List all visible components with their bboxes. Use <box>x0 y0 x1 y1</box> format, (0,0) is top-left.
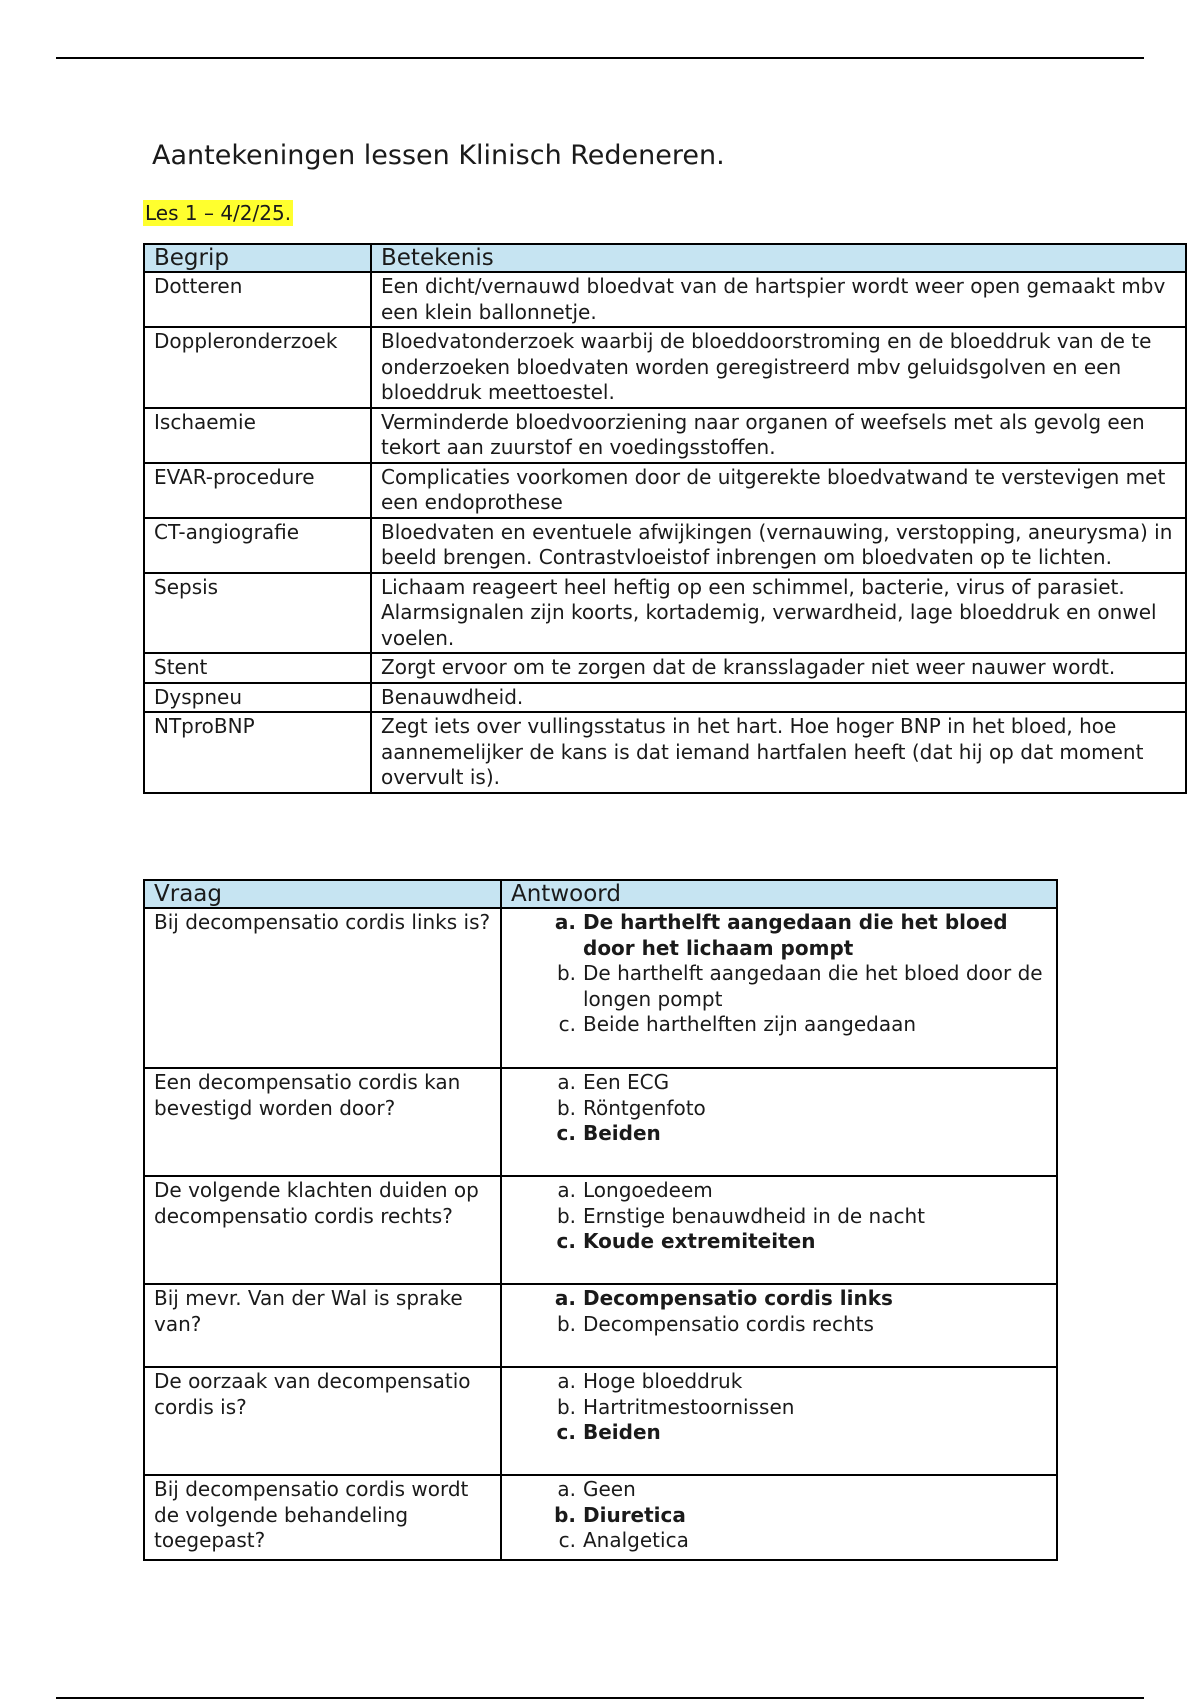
option-text: Geen <box>583 1477 636 1501</box>
option-letter: c. <box>556 1229 576 1253</box>
answer-option <box>511 1070 1047 1096</box>
correct-answer-option <box>511 910 1047 961</box>
question-cell: Bij decompensatio cordis wordt de volgende behandeling toegepast? <box>144 1475 501 1560</box>
meaning-cell: Lichaam reageert heel heftig op een schimmel, bacterie, virus of parasiet. Alarmsignalen zijn koorts, kortademig, verwardheid, lage bloeddruk en onwel voelen. <box>371 573 1186 654</box>
option-text: Beiden <box>583 1420 661 1444</box>
option-letter: a. <box>554 910 576 934</box>
option-text: Diuretica <box>583 1502 686 1527</box>
answer-option <box>511 1395 1047 1421</box>
option-text: De harthelft aangedaan die het bloed door het lichaam pompt <box>583 910 1008 960</box>
answer-option <box>511 1369 1047 1395</box>
option-text: Hoge bloeddruk <box>583 1369 743 1393</box>
term-row <box>144 327 1186 408</box>
term-row <box>144 463 1186 518</box>
answer-option <box>511 1528 1047 1554</box>
term-cell: Doppleronderzoek <box>144 327 371 408</box>
quiz-table <box>143 879 1058 1561</box>
answer-options <box>511 1286 1047 1337</box>
lesson-date-highlight: Les 1 – 4/2/25. <box>145 201 292 225</box>
header-betekenis: Betekenis <box>371 244 1186 272</box>
option-letter: a. <box>557 1070 576 1094</box>
correct-answer-option <box>511 1503 1047 1529</box>
option-letter: a. <box>557 1369 576 1393</box>
answer-options <box>511 1178 1047 1255</box>
term-row <box>144 272 1186 327</box>
meaning-cell: Een dicht/vernauwd bloedvat van de hartspier wordt weer open gemaakt mbv een klein ballonnetje. <box>371 272 1186 327</box>
meaning-cell: Zorgt ervoor om te zorgen dat de kransslagader niet weer nauwer wordt. <box>371 653 1186 683</box>
option-text: De harthelft aangedaan die het bloed door de longen pompt <box>583 961 1043 1011</box>
term-row <box>144 408 1186 463</box>
option-letter: a. <box>557 1477 576 1501</box>
quiz-row <box>144 908 1057 1068</box>
term-cell: Stent <box>144 653 371 683</box>
term-cell: NTproBNP <box>144 712 371 793</box>
correct-answer-option <box>511 1286 1047 1312</box>
option-text: Beide harthelften zijn aangedaan <box>583 1012 917 1036</box>
option-text: Beiden <box>583 1121 661 1145</box>
answer-option <box>511 1012 1047 1038</box>
meaning-cell: Benauwdheid. <box>371 683 1186 713</box>
option-letter: b. <box>556 1203 576 1228</box>
question-cell: Bij decompensatio cordis links is? <box>144 908 501 1068</box>
option-text: Een ECG <box>583 1070 670 1094</box>
answer-option <box>511 961 1047 1012</box>
meaning-cell: Bloedvatonderzoek waarbij de bloeddoorstroming en de bloeddruk van de te onderzoeken bloedvaten worden geregistreerd mbv geluidsgolven en een bloeddruk meettoestel. <box>371 327 1186 408</box>
term-cell: CT-angiografie <box>144 518 371 573</box>
option-text: Decompensatio cordis rechts <box>583 1311 874 1336</box>
term-row <box>144 683 1186 713</box>
option-letter: c. <box>558 1012 576 1036</box>
quiz-row <box>144 1068 1057 1176</box>
option-letter: b. <box>554 1502 576 1527</box>
correct-answer-option <box>511 1121 1047 1147</box>
term-cell: EVAR-procedure <box>144 463 371 518</box>
quiz-row <box>144 1475 1057 1560</box>
answer-options <box>511 1070 1047 1147</box>
term-row <box>144 653 1186 683</box>
page-title: Aantekeningen lessen Klinisch Redeneren. <box>152 140 725 171</box>
quiz-row <box>144 1284 1057 1367</box>
quiz-header-row <box>144 880 1057 908</box>
option-letter: b. <box>556 1311 576 1336</box>
meaning-cell: Bloedvaten en eventuele afwijkingen (vernauwing, verstopping, aneurysma) in beeld brengen. Contrastvloeistof inbrengen om bloedvaten op te lichten. <box>371 518 1186 573</box>
option-text: Koude extremiteiten <box>583 1229 816 1253</box>
header-begrip: Begrip <box>144 244 371 272</box>
top-rule <box>56 57 1144 59</box>
correct-answer-option <box>511 1229 1047 1255</box>
term-cell: Ischaemie <box>144 408 371 463</box>
option-letter: c. <box>558 1528 576 1552</box>
quiz-row <box>144 1176 1057 1284</box>
option-text: Decompensatio cordis links <box>583 1286 893 1310</box>
answer-cell <box>501 1367 1057 1475</box>
terms-header-row <box>144 244 1186 272</box>
answer-options <box>511 1477 1047 1554</box>
term-cell: Dyspneu <box>144 683 371 713</box>
answer-cell <box>501 908 1057 1068</box>
answer-options <box>511 910 1047 1038</box>
option-text: Ernstige benauwdheid in de nacht <box>583 1203 926 1228</box>
option-letter: c. <box>556 1420 576 1444</box>
term-cell: Sepsis <box>144 573 371 654</box>
option-letter: b. <box>556 1394 576 1419</box>
option-letter: c. <box>556 1121 576 1145</box>
option-letter: a. <box>557 1178 576 1202</box>
option-text: Analgetica <box>583 1528 689 1552</box>
answer-cell <box>501 1068 1057 1176</box>
header-antwoord: Antwoord <box>501 880 1057 908</box>
correct-answer-option <box>511 1420 1047 1446</box>
header-vraag: Vraag <box>144 880 501 908</box>
bottom-rule <box>56 1697 1144 1699</box>
answer-cell <box>501 1176 1057 1284</box>
option-text: Longoedeem <box>583 1178 713 1202</box>
option-letter: b. <box>556 1095 576 1120</box>
answer-option <box>511 1178 1047 1204</box>
answer-cell <box>501 1475 1057 1560</box>
term-row <box>144 712 1186 793</box>
quiz-row <box>144 1367 1057 1475</box>
option-text: Röntgenfoto <box>583 1095 706 1120</box>
question-cell: Een decompensatio cordis kan bevestigd worden door? <box>144 1068 501 1176</box>
question-cell: De oorzaak van decompensatio cordis is? <box>144 1367 501 1475</box>
meaning-cell: Verminderde bloedvoorziening naar organen of weefsels met als gevolg een tekort aan zuurstof en voedingsstoffen. <box>371 408 1186 463</box>
term-row <box>144 518 1186 573</box>
answer-cell <box>501 1284 1057 1367</box>
option-letter: a. <box>554 1286 576 1310</box>
meaning-cell: Complicaties voorkomen door de uitgerekte bloedvatwand te verstevigen met een endoprothese <box>371 463 1186 518</box>
option-letter: b. <box>556 961 576 985</box>
question-cell: Bij mevr. Van der Wal is sprake van? <box>144 1284 501 1367</box>
answer-option <box>511 1312 1047 1338</box>
terms-table <box>143 243 1187 794</box>
answer-option <box>511 1204 1047 1230</box>
answer-option <box>511 1096 1047 1122</box>
question-cell: De volgende klachten duiden op decompensatio cordis rechts? <box>144 1176 501 1284</box>
term-cell: Dotteren <box>144 272 371 327</box>
answer-options <box>511 1369 1047 1446</box>
term-row <box>144 573 1186 654</box>
answer-option <box>511 1477 1047 1503</box>
meaning-cell: Zegt iets over vullingsstatus in het hart. Hoe hoger BNP in het bloed, hoe aannemelijker de kans is dat iemand hartfalen heeft (dat hij op dat moment overvult is). <box>371 712 1186 793</box>
option-text: Hartritmestoornissen <box>583 1394 795 1419</box>
